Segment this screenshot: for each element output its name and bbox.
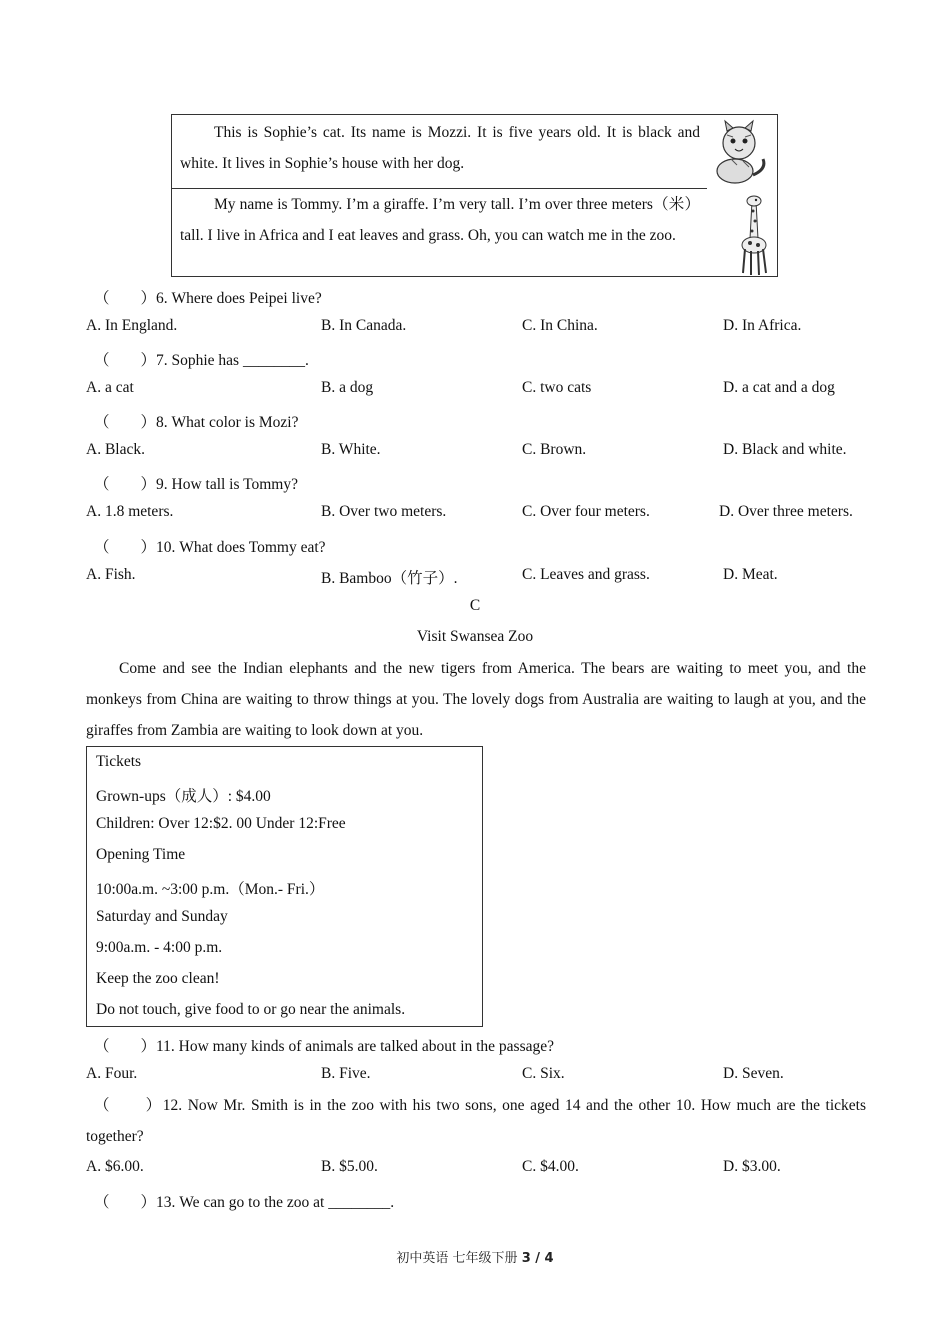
section-title: Visit Swansea Zoo [416,628,534,645]
q7-option-a: A. a cat [86,379,134,396]
ticket-info-box [86,746,483,1027]
question-8: （ ）8. What color is Mozi? [94,414,299,431]
ticket-line: Children: Over 12:$2. 00 Under 12:Free [96,815,346,832]
q8-option-a: A. Black. [86,441,145,458]
reading-box [171,114,778,277]
ticket-line: Keep the zoo clean! [96,970,220,987]
ticket-line: 10:00a.m. ~3:00 p.m.（Mon.- Fri.） [96,881,325,898]
q9-option-c: C. Over four meters. [522,503,650,520]
section-letter: C [469,597,481,614]
footer-course: 初中英语 七年级下册 [396,1251,522,1266]
zoo-passage: Come and see the Indian elephants and the new tigers from America. The bears are waiting to meet you, and the monkeys from China are waiting to throw things at you. The lovely dogs from Australia are waiting to laugh at you, and the giraffes from Zambia are waiting to look down at you. [86,660,866,739]
q10-option-a: A. Fish. [86,566,136,583]
q12-option-c: C. $4.00. [522,1158,579,1175]
ticket-line: Saturday and Sunday [96,908,228,925]
q8-option-b: B. White. [321,441,381,458]
question-7: （ ）7. Sophie has ________. [94,352,309,369]
q12-option-a: A. $6.00. [86,1158,144,1175]
q9-option-a: A. 1.8 meters. [86,503,174,520]
q12-option-d: D. $3.00. [723,1158,781,1175]
question-6: （ ）6. Where does Peipei live? [94,290,322,307]
question-9: （ ）9. How tall is Tommy? [94,476,298,493]
q10-option-d: D. Meat. [723,566,778,583]
q10-option-b: B. Bamboo（竹子）. [321,570,458,587]
question-13: （ ）13. We can go to the zoo at ________. [94,1194,395,1211]
giraffe-illustration [732,193,776,277]
q6-option-a: A. In England. [86,317,178,334]
q6-option-b: B. In Canada. [321,317,407,334]
cat-illustration [705,119,775,189]
q7-option-c: C. two cats [522,379,592,396]
q8-option-d: D. Black and white. [723,441,847,458]
question-12: （ ）12. Now Mr. Smith is in the zoo with his two sons, one aged 14 and the other 10. How much are the tickets together? [86,1097,866,1145]
q6-option-d: D. In Africa. [723,317,802,334]
cat-paragraph: This is Sophie’s cat. Its name is Mozzi. It is five years old. It is black and white. It lives in Sophie’s house with her dog. [180,124,700,172]
q9-option-b: B. Over two meters. [321,503,447,520]
ticket-line: Do not touch, give food to or go near the animals. [96,1001,406,1018]
question-10: （ ）10. What does Tommy eat? [94,539,326,556]
q11-option-d: D. Seven. [723,1065,784,1082]
page-number: 3 / 4 [521,1251,554,1266]
q11-option-c: C. Six. [522,1065,565,1082]
q10-option-c: C. Leaves and grass. [522,566,650,583]
q12-option-b: B. $5.00. [321,1158,378,1175]
q11-option-b: B. Five. [321,1065,371,1082]
giraffe-paragraph: My name is Tommy. I’m a giraffe. I’m very tall. I’m over three meters（米）tall. I live in Africa and I eat leaves and grass. Oh, you can watch me in the zoo. [180,196,700,244]
question-11: （ ）11. How many kinds of animals are talked about in the passage? [94,1038,555,1055]
q7-option-b: B. a dog [321,379,374,396]
ticket-line: Grown-ups（成人）: $4.00 [96,788,271,805]
ticket-line: Opening Time [96,846,186,863]
ticket-line: Tickets [96,753,142,770]
ticket-line: 9:00a.m. - 4:00 p.m. [96,939,223,956]
q7-option-d: D. a cat and a dog [723,379,835,396]
q8-option-c: C. Brown. [522,441,587,458]
page-footer [0,1247,950,1266]
q11-option-a: A. Four. [86,1065,138,1082]
q9-option-d: D. Over three meters. [719,503,853,520]
q6-option-c: C. In China. [522,317,598,334]
